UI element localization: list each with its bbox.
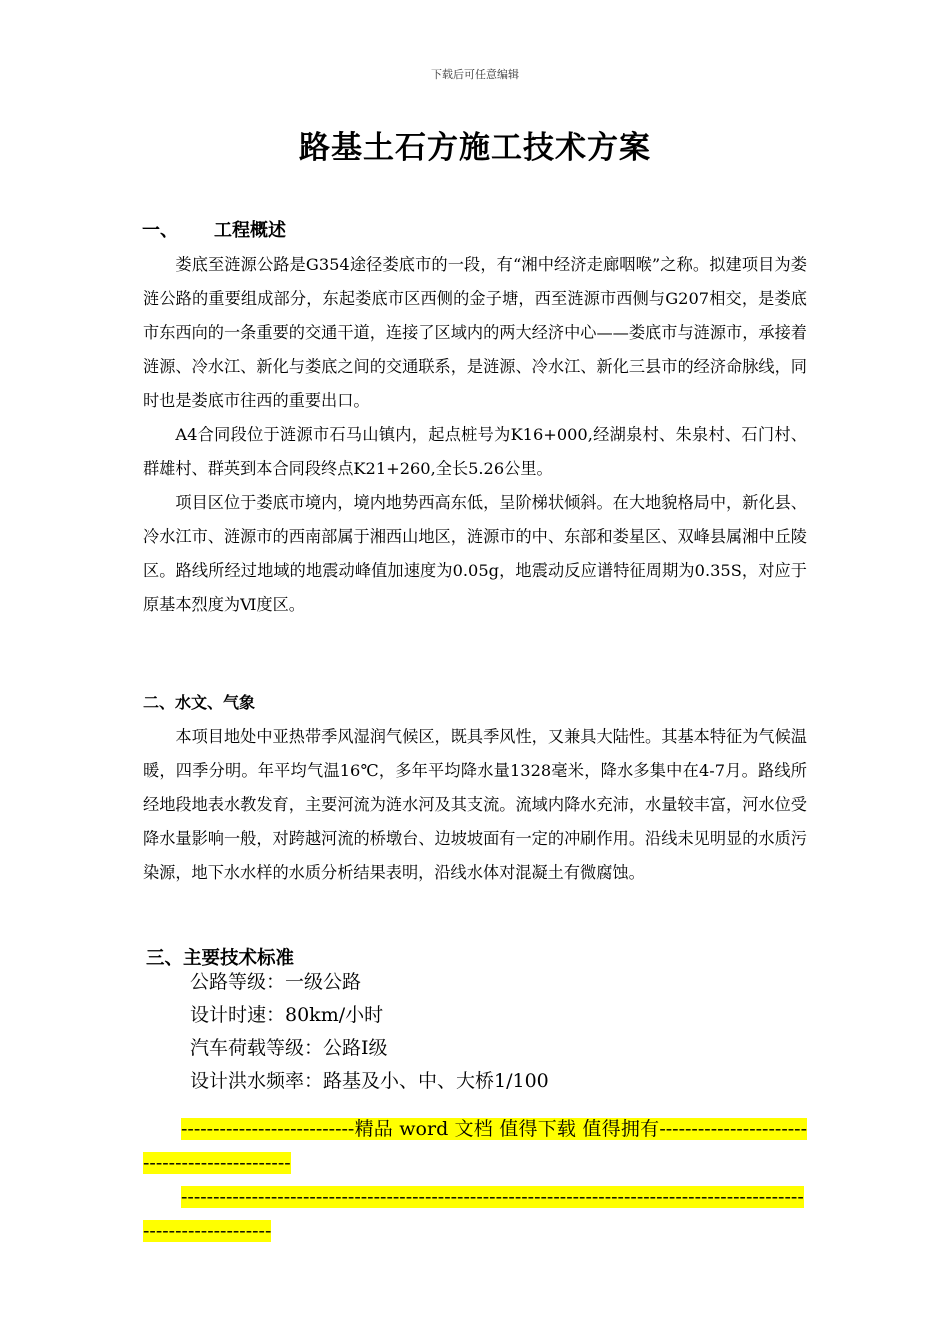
section1-body (143, 248, 807, 622)
section2-body (143, 720, 807, 890)
section3-heading: 三、主要技术标准 (146, 948, 295, 969)
document-title: 路基土石方施工技术方案 (299, 130, 651, 166)
tech-standards-list (190, 966, 549, 1098)
promo-banner (143, 1112, 807, 1248)
section1-number: 一、 (142, 220, 178, 241)
section2-paragraph: 本项目地处中亚热带季风湿润气候区，既具季风性，又兼具大陆性。其基本特征为气候温暖，四季分明。年平均气温16℃，多年平均降水量1328毫米，降水多集中在4-7月。路线所经地段地表水教发育，主要河流为涟水河及其支流。流域内降水充沛，水量较丰富，河水位受降水量影响一般，对跨越河流的桥墩台、边坡坡面有一定的冲刷作用。沿线未见明显的水质污染源，地下水水样的水质分析结果表明，沿线水体对混凝土有微腐蚀。 (143, 727, 807, 882)
section1-heading (142, 216, 286, 242)
section1-paragraph: A4合同段位于涟源市石马山镇内，起点桩号为K16+000,经湖泉村、朱泉村、石门村、群雄村、群英到本合同段终点K21+260,全长5.26公里。 (143, 425, 807, 478)
promo-line-2: --------------------------------------------------------------------------------------------------------------------- (143, 1186, 804, 1242)
tech-standard-item: 设计洪水频率：路基及小、中、大桥1/100 (190, 1070, 549, 1092)
section1-paragraph: 娄底至涟源公路是G354途径娄底市的一段，有“湘中经济走廊咽喉”之称。拟建项目为娄涟公路的重要组成部分，东起娄底市区西侧的金子塘，西至涟源市西侧与G207相交，是娄底市东西向的一条重要的交通干道，连接了区域内的两大经济中心——娄底市与涟源市，承接着涟源、冷水江、新化与娄底之间的交通联系，是涟源、冷水江、新化三县市的经济命脉线，同时也是娄底市往西的重要出口。 (143, 255, 807, 410)
tech-standard-item: 公路等级：一级公路 (190, 971, 362, 993)
tech-standard-item: 设计时速：80km/小时 (190, 1004, 384, 1026)
header-note: 下载后可任意编辑 (431, 68, 519, 81)
promo-line-1: ---------------------------精品 word 文档 值得下载 值得拥有---------------------------------------------- (143, 1118, 807, 1174)
tech-standard-item: 汽车荷载等级：公路Ⅰ级 (190, 1037, 388, 1059)
section1-title: 工程概述 (214, 220, 286, 241)
section2-heading: 二、水文、气象 (143, 693, 256, 712)
section1-paragraph: 项目区位于娄底市境内，境内地势西高东低，呈阶梯状倾斜。在大地貌格局中，新化县、冷水江市、涟源市的西南部属于湘西山地区，涟源市的中、东部和娄星区、双峰县属湘中丘陵区。路线所经过地域的地震动峰值加速度为0.05g，地震动反应谱特征周期为0.35S，对应于原基本烈度为Ⅵ度区。 (143, 493, 807, 614)
